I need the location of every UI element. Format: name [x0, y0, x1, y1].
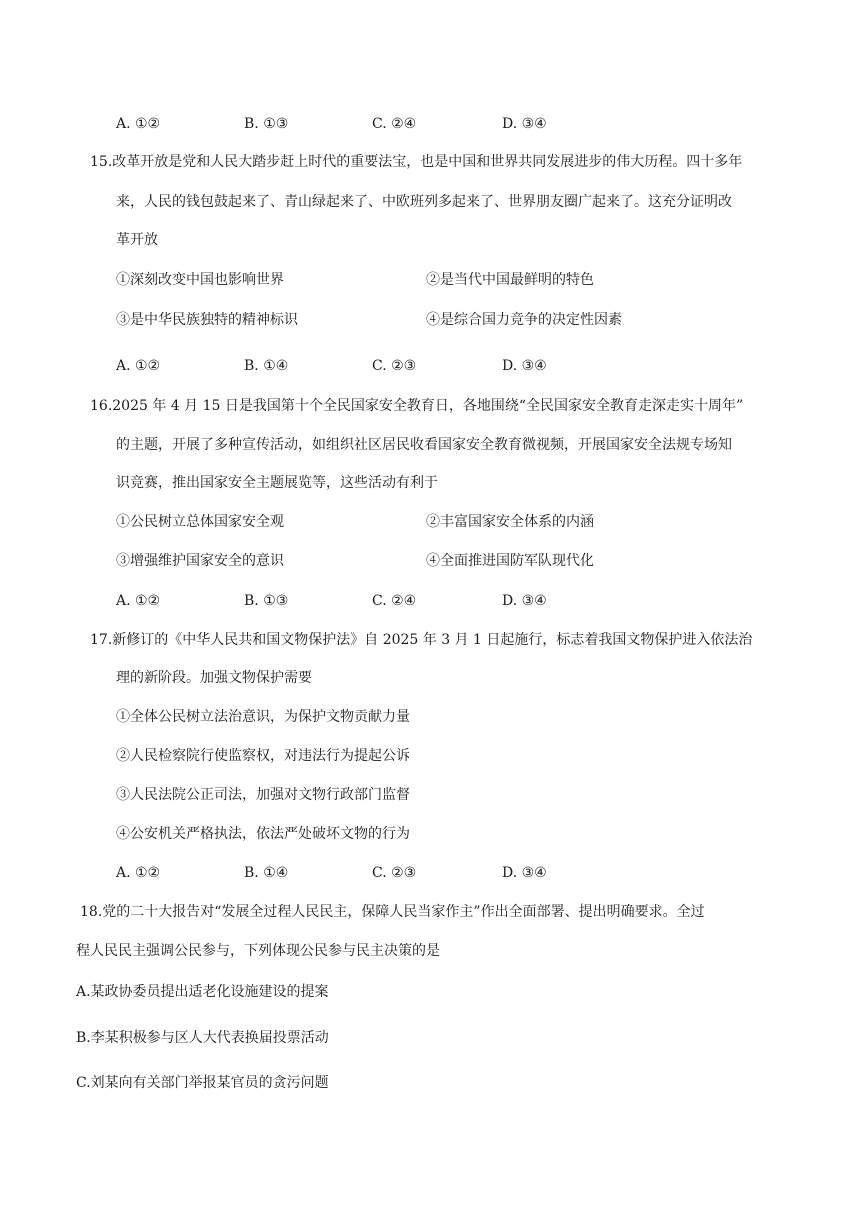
q15-choice-b: B. ①④	[244, 358, 289, 374]
q17-item-3: ③人民法院公正司法，加强对文物行政部门监督	[116, 787, 410, 803]
q17-choice-a: A. ①②	[116, 865, 161, 881]
q16-choice-a: A. ①②	[116, 593, 161, 609]
q16-stem-line-2: 的主题，开展了多种宣传活动，如组织社区居民收看国家安全教育微视频，开展国家安全法规专场知	[116, 437, 732, 453]
q15-stem-line-3: 革开放	[116, 232, 158, 248]
q15-stem-line-2: 来，人民的钱包鼓起来了、青山绿起来了、中欧班列多起来了、世界朋友圈广起来了。这充分证明改	[116, 194, 732, 210]
q16-choice-c: C. ②④	[372, 593, 417, 609]
q17-stem-line-2: 理的新阶段。加强文物保护需要	[116, 670, 312, 686]
q16-item-2: ②丰富国家安全体系的内涵	[426, 514, 594, 530]
q18-stem-line-1: 18.党的二十大报告对“发展全过程人民民主，保障人民当家作主”作出全面部署、提出明确要求。全过	[80, 904, 705, 920]
q16-choice-d: D. ③④	[502, 593, 547, 609]
q16-stem-line-3: 识竞赛，推出国家安全主题展览等，这些活动有利于	[116, 475, 438, 491]
q15-item-1: ①深刻改变中国也影响世界	[116, 272, 284, 288]
q18-stem-line-2: 程人民民主强调公民参与，下列体现公民参与民主决策的是	[76, 943, 440, 959]
q17-item-1: ①全体公民树立法治意识，为保护文物贡献力量	[116, 709, 410, 725]
q18-option-c: C.刘某向有关部门举报某官员的贪污问题	[76, 1075, 329, 1091]
q15-item-3: ③是中华民族独特的精神标识	[116, 312, 298, 328]
q15-choice-c: C. ②③	[372, 358, 417, 374]
q14-choice-c: C. ②④	[372, 116, 417, 132]
q16-choice-b: B. ①③	[244, 593, 289, 609]
q17-stem-line-1: 17.新修订的《中华人民共和国文物保护法》自 2025 年 3 月 1 日起施行，标志着我国文物保护进入依法治	[90, 632, 753, 648]
q15-choice-d: D. ③④	[502, 358, 547, 374]
q16-item-3: ③增强维护国家安全的意识	[116, 553, 284, 569]
q18-option-b: B.李某积极参与区人大代表换届投票活动	[76, 1030, 329, 1046]
q14-choice-d: D. ③④	[502, 116, 547, 132]
q15-stem-line-1: 15.改革开放是党和人民大踏步赶上时代的重要法宝，也是中国和世界共同发展进步的伟大历程。四十多年	[90, 154, 743, 170]
q17-choice-d: D. ③④	[502, 865, 547, 881]
q15-item-2: ②是当代中国最鲜明的特色	[426, 272, 594, 288]
q16-stem-line-1: 16.2025 年 4 月 15 日是我国第十个全民国家安全教育日，各地围绕“全民国家安全教育走深走实十周年”	[90, 398, 744, 414]
q17-choice-b: B. ①④	[244, 865, 289, 881]
q17-item-2: ②人民检察院行使监察权，对违法行为提起公诉	[116, 748, 410, 764]
q14-choice-a: A. ①②	[116, 116, 161, 132]
q16-item-1: ①公民树立总体国家安全观	[116, 514, 284, 530]
q15-choice-a: A. ①②	[116, 358, 161, 374]
q14-choice-b: B. ①③	[244, 116, 289, 132]
q16-item-4: ④全面推进国防军队现代化	[426, 553, 594, 569]
q17-item-4: ④公安机关严格执法，依法严处破坏文物的行为	[116, 826, 410, 842]
q15-item-4: ④是综合国力竞争的决定性因素	[426, 312, 622, 328]
q17-choice-c: C. ②③	[372, 865, 417, 881]
q18-option-a: A.某政协委员提出适老化设施建设的提案	[76, 984, 329, 1000]
